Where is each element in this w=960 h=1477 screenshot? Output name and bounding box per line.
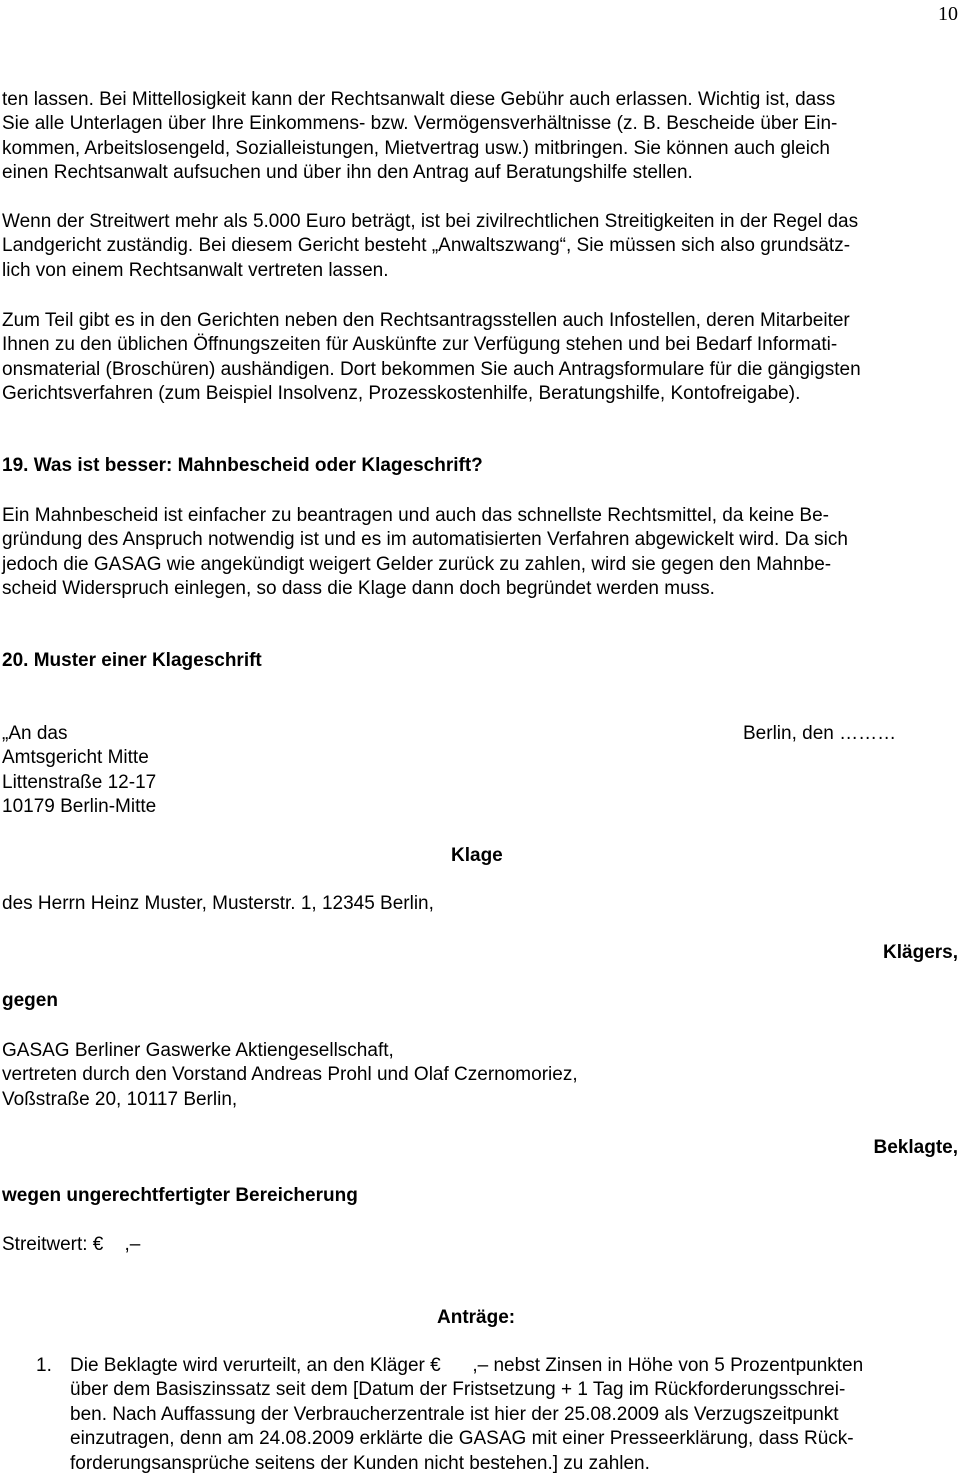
klage-title: Klage bbox=[451, 845, 503, 866]
text-line: einzutragen, denn am 24.08.2009 erklärte die GASAG mit einer Presseerklärung, dass Rück- bbox=[70, 1428, 854, 1450]
gegen-label: gegen bbox=[2, 990, 58, 1011]
text-line: forderungsansprüche seitens der Kunden nicht bestehen.] zu zahlen. bbox=[70, 1452, 650, 1474]
paragraph-legal-aid bbox=[2, 88, 958, 186]
text-line: kommen, Arbeitslosengeld, Sozialleistungen, Mietvertrag usw.) mitbringen. Sie können auch gleich bbox=[2, 137, 831, 159]
text-line: jedoch die GASAG wie angekündigt weigert Gelder zurück zu zahlen, wird sie gegen den Mahnbe- bbox=[2, 553, 832, 575]
text-line: ben. Nach Auffassung der Verbraucherzentrale ist hier der 25.08.2009 als Verzugszeitpunkt bbox=[70, 1403, 839, 1425]
address-line: Amtsgericht Mitte bbox=[2, 747, 149, 769]
text-line: Wenn der Streitwert mehr als 5.000 Euro beträgt, ist bei zivilrechtlichen Streitigkeiten in der Regel das bbox=[2, 211, 859, 232]
paragraph-mahnbescheid bbox=[2, 504, 958, 602]
defendant-role: Beklagte, bbox=[873, 1137, 958, 1158]
address-line: 10179 Berlin-Mitte bbox=[2, 796, 157, 818]
address-line: Littenstraße 12-17 bbox=[2, 771, 157, 793]
section-heading-20: 20. Muster einer Klageschrift bbox=[2, 650, 262, 671]
date-line: Berlin, den ……… bbox=[743, 723, 897, 744]
streitwert-line: Streitwert: € ,– bbox=[2, 1234, 141, 1255]
defendant-line: Voßstraße 20, 10117 Berlin, bbox=[2, 1088, 238, 1110]
text-line: Ihnen zu den üblichen Öffnungszeiten für Auskünfte zur Verfügung stehen und bei Bedarf Informati- bbox=[2, 334, 838, 356]
page-number: 10 bbox=[938, 3, 958, 25]
text-line: onsmaterial (Broschüren) aushändigen. Dort bekommen Sie auch Antragsformulare für die gängigsten bbox=[2, 358, 861, 380]
text-line: über dem Basiszinssatz seit dem [Datum der Fristsetzung + 1 Tag im Rückforderungsschrei- bbox=[70, 1379, 846, 1401]
antraege-title: Anträge: bbox=[437, 1307, 516, 1328]
plaintiff-role: Klägers, bbox=[883, 942, 958, 963]
text-line: scheid Widerspruch einlegen, so dass die Klage dann doch begründet werden muss. bbox=[2, 578, 715, 600]
defendant-line: vertreten durch den Vorstand Andreas Prohl und Olaf Czernomoriez, bbox=[2, 1064, 578, 1086]
text-line: einen Rechtsanwalt aufsuchen und über ihn den Antrag auf Beratungshilfe stellen. bbox=[2, 162, 693, 184]
text-line: Die Beklagte wird verurteilt, an den Kläger € ,– nebst Zinsen in Höhe von 5 Prozentpunkten bbox=[70, 1355, 864, 1376]
address-line: „An das bbox=[2, 723, 68, 744]
text-line: gründung des Anspruch notwendig ist und es im automatisierten Verfahren abgewickelt wird. Da sich bbox=[2, 529, 848, 551]
claim-reason: wegen ungerechtfertigter Bereicherung bbox=[2, 1185, 358, 1206]
section-heading-19: 19. Was ist besser: Mahnbescheid oder Klageschrift? bbox=[2, 455, 483, 476]
text-line: ten lassen. Bei Mittellosigkeit kann der Rechtsanwalt diese Gebühr auch erlassen. Wichtig ist, dass bbox=[2, 89, 836, 110]
text-line: Gerichtsverfahren (zum Beispiel Insolvenz, Prozesskostenhilfe, Beratungshilfe, Kontofreigabe). bbox=[2, 383, 801, 405]
plaintiff-line: des Herrn Heinz Muster, Musterstr. 1, 12345 Berlin, bbox=[2, 893, 434, 914]
defendant-line: GASAG Berliner Gaswerke Aktiengesellschaft, bbox=[2, 1040, 394, 1061]
paragraph-infostellen bbox=[2, 309, 958, 407]
paragraph-landgericht bbox=[2, 210, 958, 283]
list-item-body bbox=[70, 1354, 958, 1476]
text-line: Zum Teil gibt es in den Gerichten neben den Rechtsantragsstellen auch Infostellen, deren Mitarbeiter bbox=[2, 310, 850, 331]
text-line: Ein Mahnbescheid ist einfacher zu beantragen und auch das schnellste Rechtsmittel, da keine Be- bbox=[2, 505, 829, 526]
text-line: lich von einem Rechtsanwalt vertreten lassen. bbox=[2, 259, 389, 281]
defendant-block bbox=[2, 1039, 958, 1112]
text-line: Sie alle Unterlagen über Ihre Einkommens- bzw. Vermögensverhältnisse (z. B. Bescheide über Ein- bbox=[2, 113, 838, 135]
list-number: 1. bbox=[36, 1355, 52, 1376]
text-line: Landgericht zuständig. Bei diesem Gericht besteht „Anwaltszwang“, Sie müssen sich also grundsätz- bbox=[2, 235, 851, 257]
